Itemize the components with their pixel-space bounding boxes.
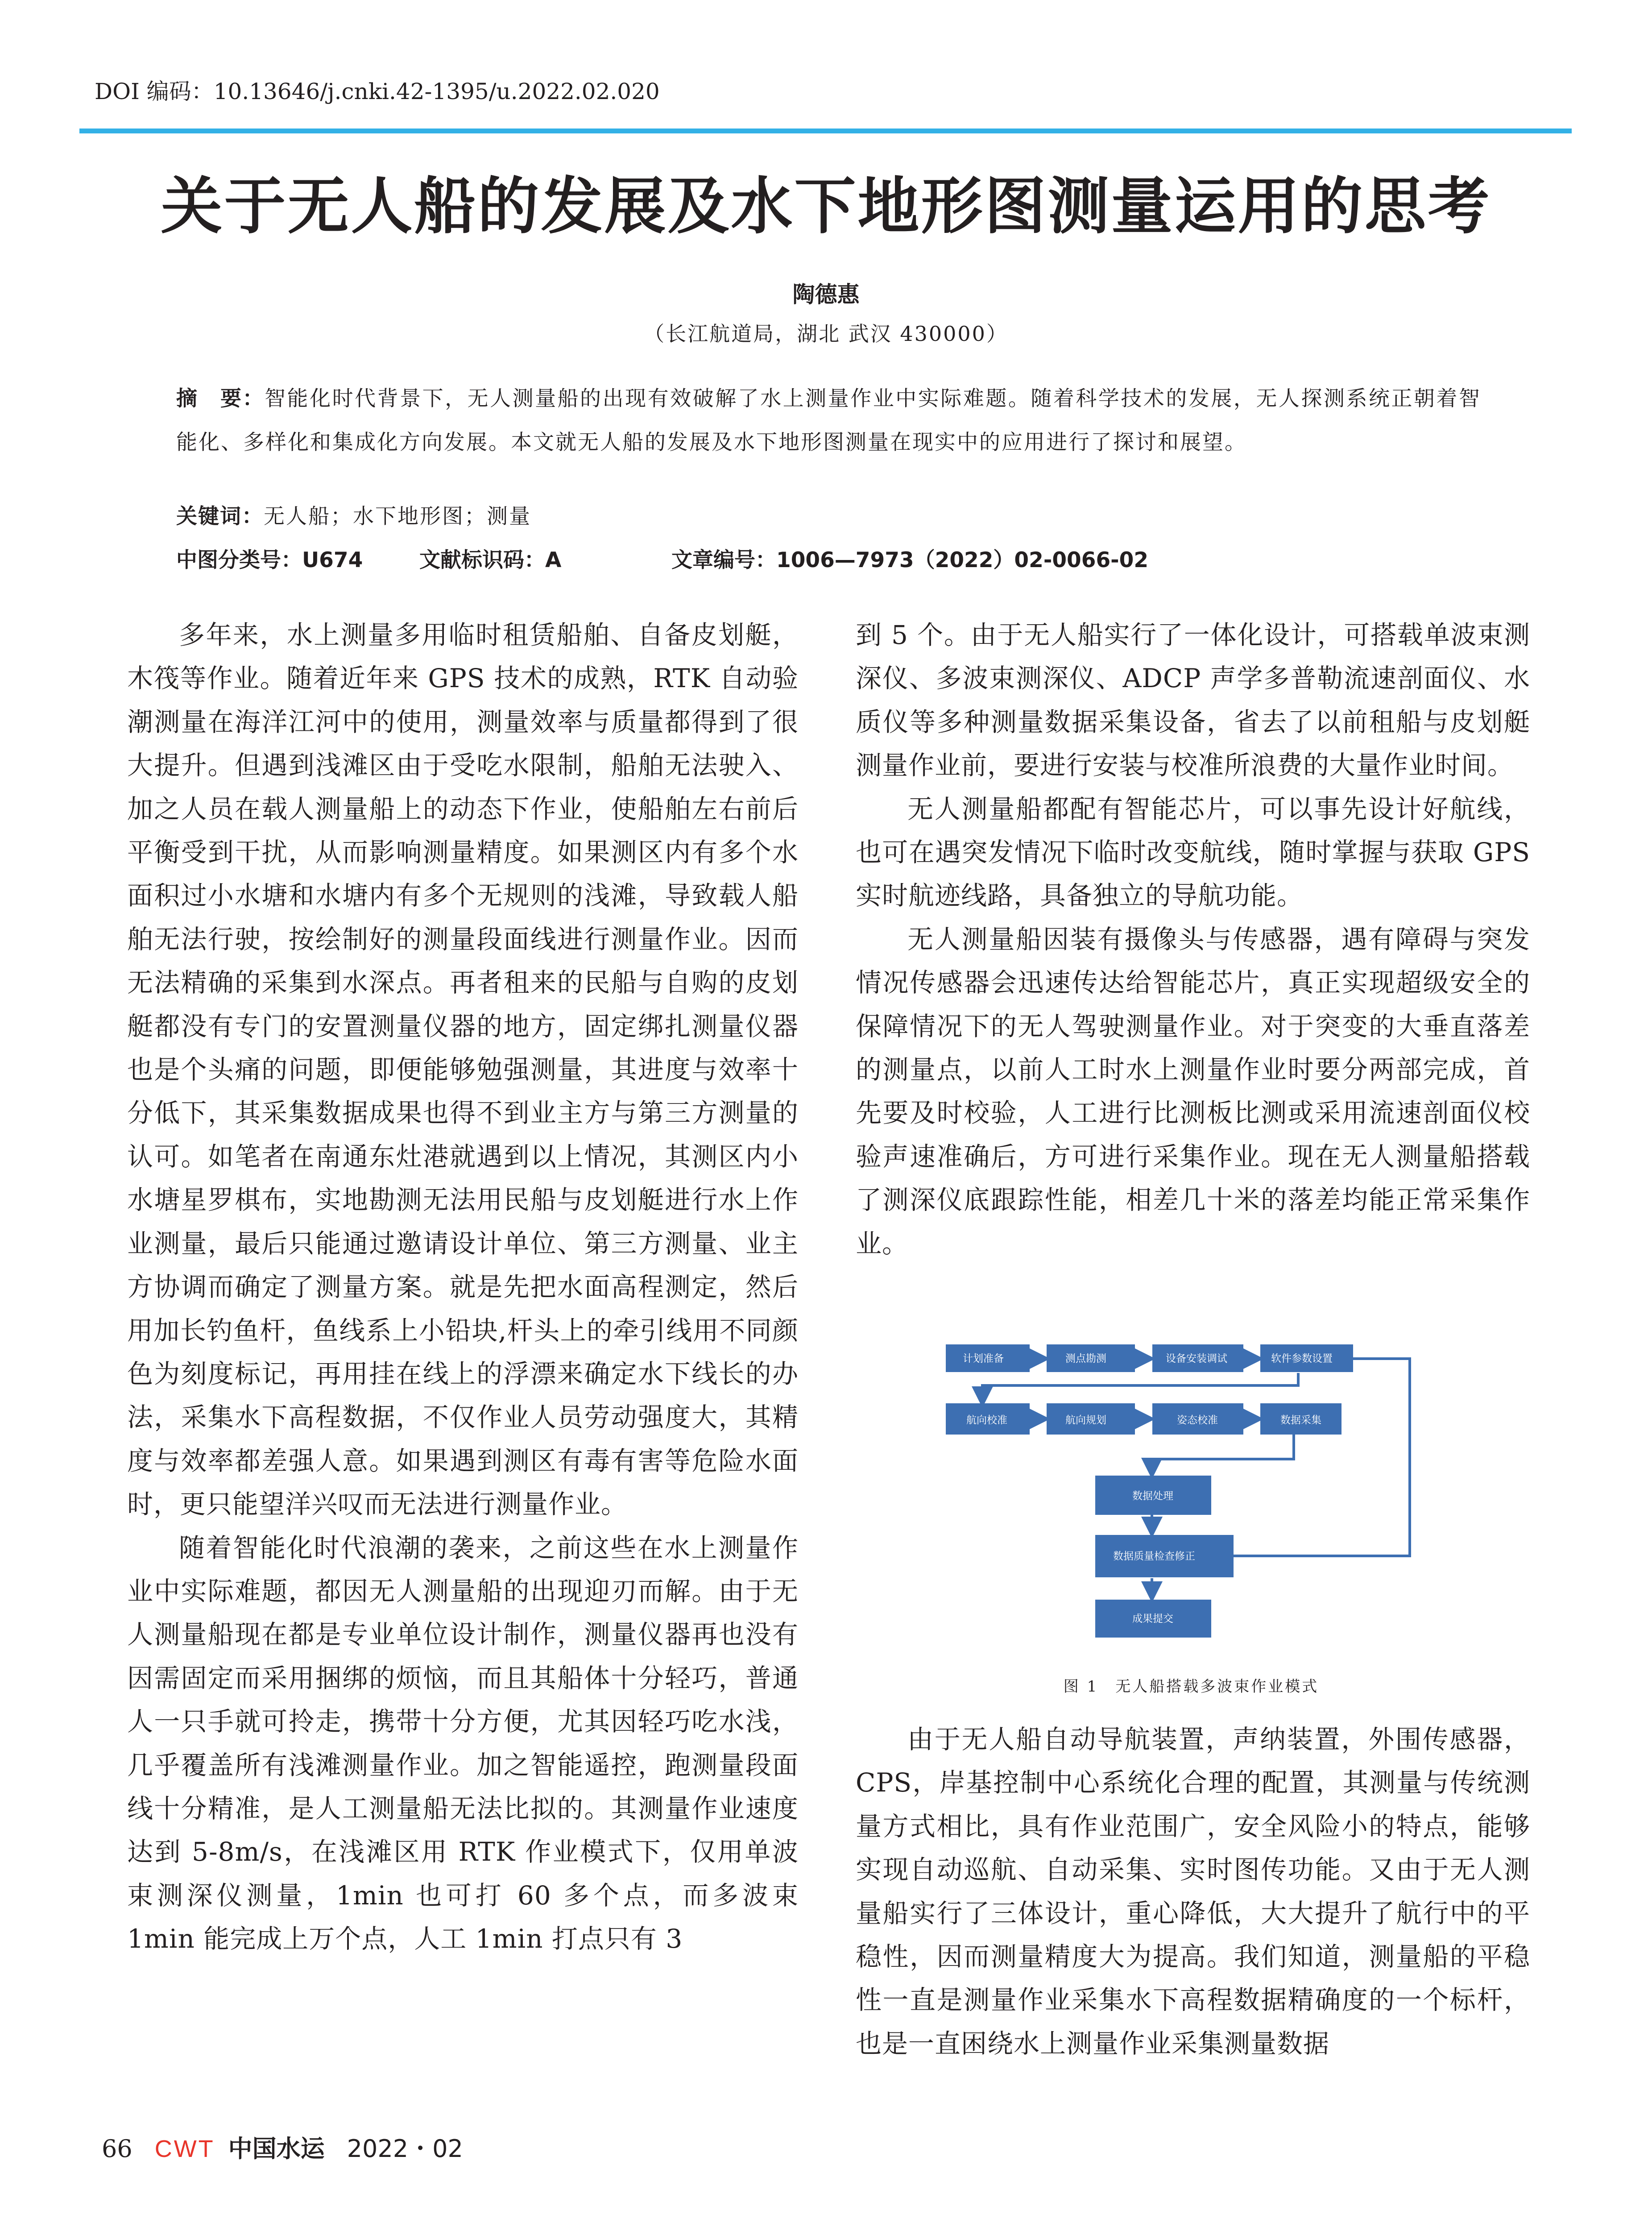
node-label: 测点勘测 — [1065, 1353, 1106, 1364]
affiliation: （长江航道局，湖北 武汉 430000） — [644, 322, 1008, 346]
paper-title: 关于无人船的发展及水下地形图测量运用的思考 — [161, 170, 1491, 242]
keywords — [176, 500, 531, 530]
node-label: 成果提交 — [1132, 1613, 1173, 1625]
arrow — [1152, 1435, 1294, 1474]
workflow-diagram — [946, 1336, 1445, 1671]
page-footer — [102, 2130, 463, 2164]
arrow — [982, 1373, 1298, 1402]
keywords-label: 关键词： — [176, 504, 264, 529]
header-rule — [79, 129, 1572, 133]
abstract — [176, 377, 1481, 464]
journal-name: 中国水运 — [228, 2135, 325, 2163]
abstract-label: 摘 要： — [176, 386, 265, 411]
author: 陶德惠 — [792, 282, 860, 307]
article-number: 文章编号：1006—7973（2022）02-0066-02 — [671, 548, 1149, 572]
node-label: 数据质量检查修正 — [1113, 1551, 1195, 1562]
paragraph: 无人测量船都配有智能芯片，可以事先设计好航线，也可在遇突发情况下临时改变航线，随时掌握与获取 GPS 实时航迹线路，具备独立的导航功能。 — [856, 793, 1530, 911]
page-number: 66 — [102, 2135, 132, 2163]
paragraph: 由于无人船自动导航装置，声纳装置，外围传感器，CPS，岸基控制中心系统化合理的配置，其测量与传统测量方式相比，具有作业范围广，安全风险小的特点，能够实现自动巡航、自动采集、实时图传功能。又由于无人测量船实行了三体设计，重心降低，大大提升了航行中的平稳性，因而测量精度大为提高。我们知道，测量船的平稳性一直是测量作业采集水下高程数据精确度的一个标杆，也是一直困绕水上测量作业采集测量数据 — [856, 1724, 1530, 2059]
workflow-figure — [946, 1336, 1445, 1671]
paragraph: 到 5 个。由于无人船实行了一体化设计，可搭载单波束测深仪、多波束测深仪、ADCP 声学多普勒流速剖面仪、水质仪等多种测量数据采集设备，省去了以前租船与皮划艇测量作业前，要进行安装与校准所浪费的大量作业时间。 — [856, 620, 1530, 781]
paragraph: 多年来，水上测量多用临时租赁船舶、自备皮划艇，木筏等作业。随着近年来 GPS 技术的成熟，RTK 自动验潮测量在海洋江河中的使用，测量效率与质量都得到了很大提升。但遇到浅滩区由于受吃水限制，船舶无法驶入、加之人员在载人测量船上的动态下作业，使船舶左右前后平衡受到干扰，从而影响测量精度。如果测区内有多个水面积过小水塘和水塘内有多个无规则的浅滩，导致载人船舶无法行驶，按绘制好的测量段面线进行测量作业。因而无法精确的采集到水深点。再者租来的民船与自购的皮划艇都没有专门的安置测量仪器的地方，固定绑扎测量仪器也是个头痛的问题，即便能够勉强测量，其进度与效率十分低下，其采集数据成果也得不到业主方与第三方测量的认可。如笔者在南通东灶港就遇到以上情况，其测区内小水塘星罗棋布，实地勘测无法用民船与皮划艇进行水上作业测量，最后只能通过邀请设计单位、第三方测量、业主方协调而确定了测量方案。就是先把水面高程测定，然后用加长钓鱼杆，鱼线系上小铅块,杆头上的牵引线用不同颜色为刻度标记，再用挂在线上的浮漂来确定水下线长的办法，采集水下高程数据，不仅作业人员劳动强度大，其精度与效率都差强人意。如果遇到测区有毒有害等危险水面时，更只能望洋兴叹而无法进行测量作业。 — [127, 620, 799, 1520]
paragraph: 无人测量船因装有摄像头与传感器，遇有障碍与突发情况传感器会迅速传达给智能芯片，真正实现超级安全的保障情况下的无人驾驶测量作业。对于突变的大垂直落差的测量点，以前人工时水上测量作业时要分两部完成，首先要及时校验，人工进行比测板比测或采用流速剖面仪校验声速准确后，方可进行采集作业。现在无人测量船搭载了测深仪底跟踪性能，相差几十米的落差均能正常采集作业。 — [856, 924, 1530, 1259]
node-label: 软件参数设置 — [1271, 1353, 1333, 1364]
figure-caption: 图 1 无人船搭载多波束作业模式 — [1063, 1678, 1319, 1696]
arrow — [1171, 1359, 1410, 1556]
body-column-right-top — [856, 614, 1530, 1327]
node-label: 数据采集 — [1280, 1414, 1321, 1426]
keywords-text: 无人船；水下地形图；测量 — [264, 504, 531, 529]
node-label: 航向校准 — [966, 1414, 1007, 1426]
abstract-text: 智能化时代背景下，无人测量船的出现有效破解了水上测量作业中实际难题。随着科学技术的发展，无人探测系统正朝着智能化、多样化和集成化方向发展。本文就无人船的发展及水下地形图测量在现实中的应用进行了探讨和展望。 — [176, 386, 1482, 455]
node-label: 数据处理 — [1132, 1490, 1173, 1502]
clc-number: 中图分类号：U674 — [176, 548, 363, 572]
document-code: 文献标识码：A — [419, 548, 562, 572]
body-column-left — [127, 614, 799, 2059]
node-label: 航向规划 — [1065, 1414, 1106, 1426]
journal-logo: CWT — [154, 2136, 215, 2162]
paragraph: 随着智能化时代浪潮的袭来，之前这些在水上测量作业中实际难题，都因无人测量船的出现迎刃而解。由于无人测量船现在都是专业单位设计制作，测量仪器再也没有因需固定而采用捆绑的烦恼，而且其船体十分轻巧，普通人一只手就可拎走，携带十分方便，尤其因轻巧吃水浅，几乎覆盖所有浅滩测量作业。加之智能遥控，跑测量段面线十分精准，是人工测量船无法比拟的。其测量作业速度达到 5-8m/s，在浅滩区用 RTK 作业模式下，仅用单波束测深仪测量，1min 也可打 60 多个点，而多波束 1min 能完成上万个点，人工 1min 打点只有 3 — [127, 1532, 799, 1954]
issue-number: 2022・02 — [347, 2135, 463, 2163]
node-label: 计划准备 — [963, 1353, 1004, 1364]
node-label: 设备安装调试 — [1166, 1353, 1227, 1364]
body-column-right-bottom — [856, 1718, 1530, 2066]
doi-line: DOI 编码：10.13646/j.cnki.42-1395/u.2022.02.020 — [95, 79, 660, 104]
node-label: 姿态校准 — [1177, 1414, 1218, 1426]
